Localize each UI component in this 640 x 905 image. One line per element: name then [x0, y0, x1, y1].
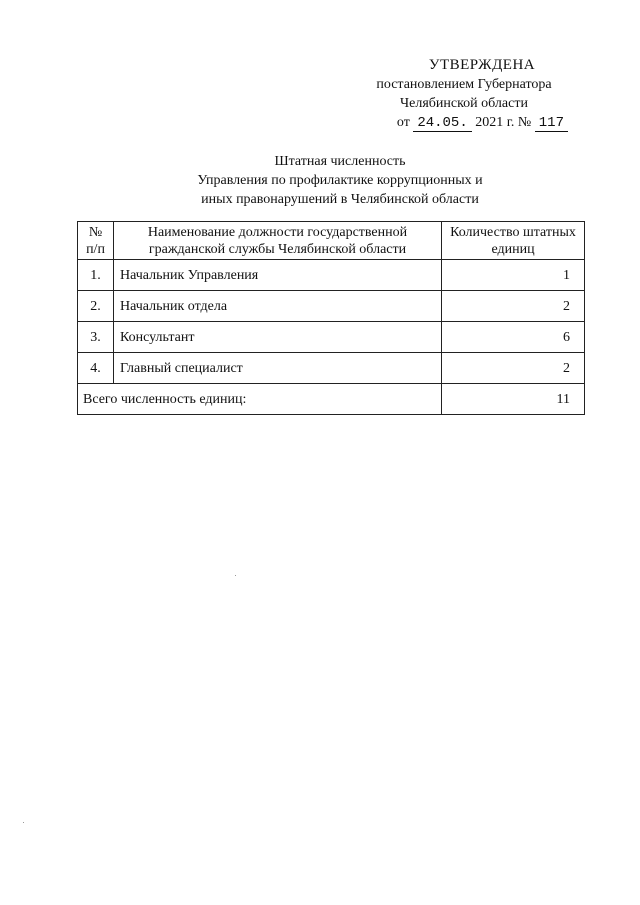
title-line-3: иных правонарушений в Челябинской области [201, 192, 479, 207]
table-row [78, 291, 585, 322]
date-prefix: от [396, 115, 410, 130]
row-count: 2 [442, 291, 585, 322]
row-position: Начальник отдела [114, 291, 442, 322]
decree-number: 117 [535, 116, 568, 132]
title-line-1: Штатная численность [274, 154, 406, 169]
table-row [78, 260, 585, 291]
row-count: 1 [442, 260, 585, 291]
row-count: 6 [442, 322, 585, 353]
header-position: Наименование должности государственной гражданской службы Челябинской области [114, 222, 442, 260]
table-row [78, 322, 585, 353]
approval-block [340, 56, 588, 132]
title-line-2: Управления по профилактике коррупционных и [197, 173, 483, 188]
row-num: 3. [78, 322, 114, 353]
staff-table [77, 221, 585, 415]
row-position: Консультант [114, 322, 442, 353]
approval-line-1: постановлением Губернатора [376, 77, 552, 92]
document-title [120, 152, 560, 209]
total-label: Всего численность единиц: [78, 384, 442, 415]
table-row [78, 353, 585, 384]
scan-speck [23, 822, 24, 823]
approval-heading: УТВЕРЖДЕНА [428, 57, 536, 73]
row-count: 2 [442, 353, 585, 384]
table-header-row [78, 222, 585, 260]
row-num: 1. [78, 260, 114, 291]
row-position: Начальник Управления [114, 260, 442, 291]
total-count: 11 [442, 384, 585, 415]
approval-line-2: Челябинской области [400, 96, 528, 111]
approval-date-line [340, 113, 588, 132]
table-total-row [78, 384, 585, 415]
scan-speck [235, 575, 236, 576]
year-text: 2021 г. № [475, 115, 532, 130]
row-position: Главный специалист [114, 353, 442, 384]
row-num: 2. [78, 291, 114, 322]
header-num: № п/п [78, 222, 114, 260]
header-count: Количество штатных единиц [442, 222, 585, 260]
row-num: 4. [78, 353, 114, 384]
date-value: 24.05. [413, 116, 471, 132]
